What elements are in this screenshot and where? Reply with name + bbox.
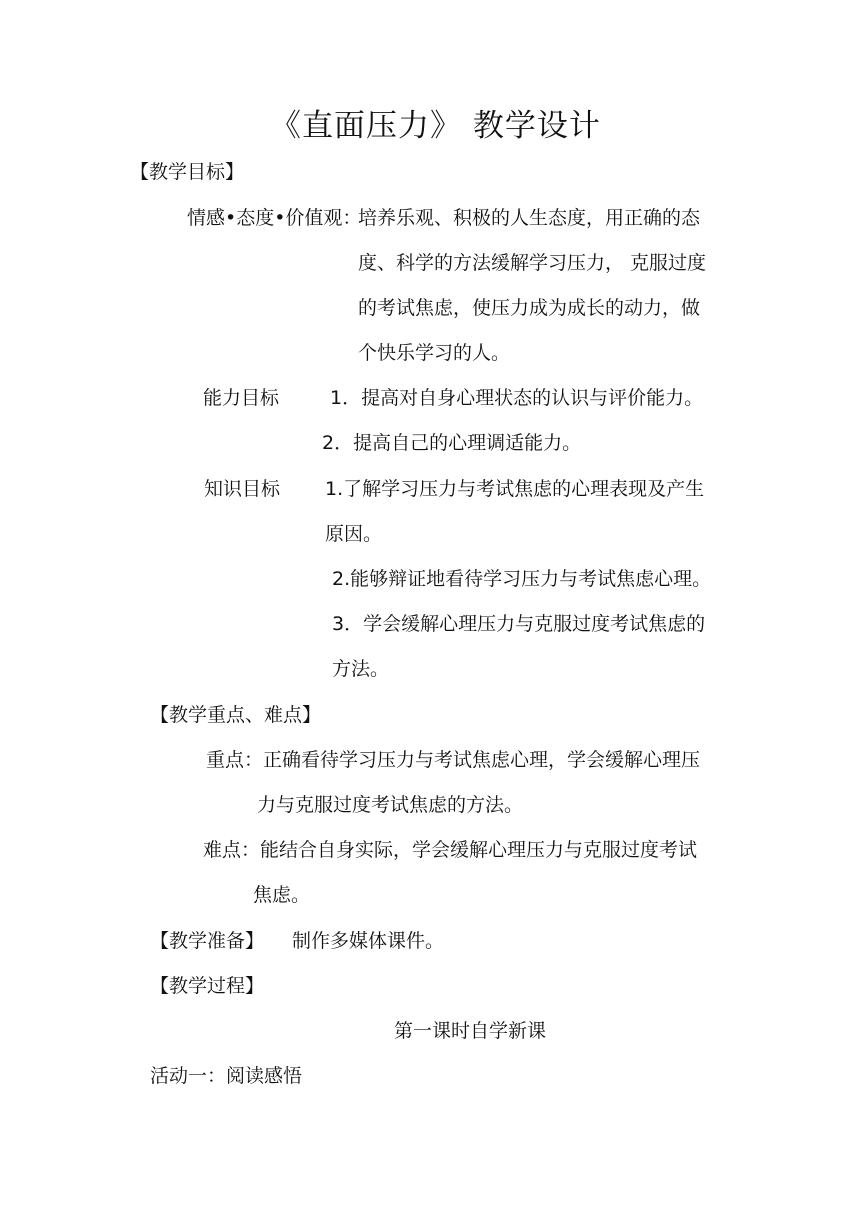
emotion-line-4: 个快乐学习的人。 <box>358 342 511 364</box>
knowledge-label: 知识目标 <box>204 478 281 500</box>
key-points-heading: 【教学重点、难点】 <box>150 704 322 726</box>
ability-item-1: 1．提高对自身心理状态的认识与评价能力。 <box>330 387 704 409</box>
difficulty-line-1: 难点：能结合自身实际，学会缓解心理压力与克服过度考试 <box>203 839 698 861</box>
knowledge-line-4: 3．学会缓解心理压力与克服过度考试焦虑的 <box>332 613 706 635</box>
emotion-line-1: 培养乐观、积极的人生态度，用正确的态 <box>358 207 701 229</box>
activity-heading: 活动一：阅读感悟 <box>150 1065 303 1087</box>
knowledge-line-2: 原因。 <box>325 523 383 545</box>
ability-item-2: 2．提高自己的心理调适能力。 <box>322 432 582 454</box>
preparation-text: 制作多媒体课件。 <box>292 930 445 952</box>
knowledge-line-5: 方法。 <box>332 658 390 680</box>
emotion-line-3: 的考试焦虑，使压力成为成长的动力，做 <box>358 297 701 319</box>
knowledge-line-3: 2.能够辩证地看待学习压力与考试焦虑心理。 <box>332 568 712 590</box>
emotion-label: 情感•态度•价值观： <box>187 207 362 229</box>
difficulty-line-2: 焦虑。 <box>253 884 311 906</box>
document-title: 《直面压力》 教学设计 <box>270 108 601 144</box>
knowledge-line-1: 1.了解学习压力与考试焦虑的心理表现及产生 <box>325 478 705 500</box>
lesson-title: 第一课时自学新课 <box>394 1020 547 1042</box>
objectives-heading: 【教学目标】 <box>130 161 245 183</box>
process-heading: 【教学过程】 <box>150 975 265 997</box>
key-point-line-2: 力与克服过度考试焦虑的方法。 <box>257 794 524 816</box>
preparation-heading: 【教学准备】 <box>150 930 265 952</box>
key-point-line-1: 重点：正确看待学习压力与考试焦虑心理，学会缓解心理压 <box>206 749 701 771</box>
emotion-line-2: 度、科学的方法缓解学习压力， 克服过度 <box>358 252 707 274</box>
ability-label: 能力目标 <box>203 387 280 409</box>
